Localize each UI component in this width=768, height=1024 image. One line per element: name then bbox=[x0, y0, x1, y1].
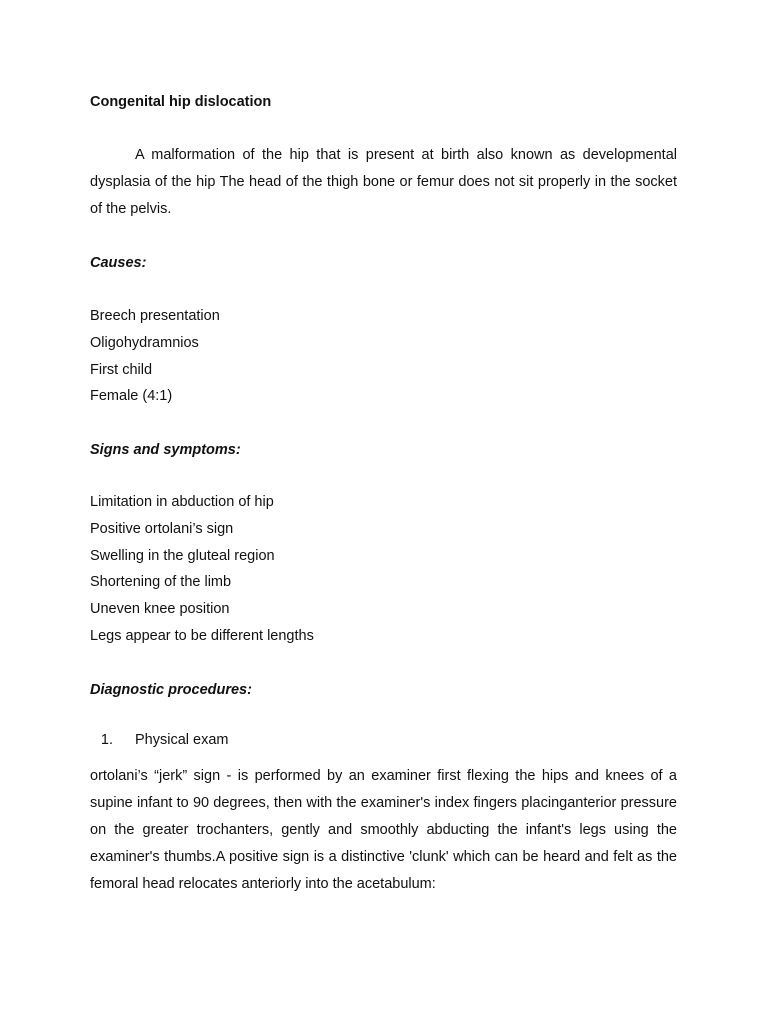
list-item: Female (4:1) bbox=[90, 388, 173, 405]
numbered-list-item bbox=[90, 732, 228, 748]
list-item: Breech presentation bbox=[90, 308, 220, 324]
list-item: Legs appear to be different lengths bbox=[90, 627, 314, 644]
diagnostics-heading: Diagnostic procedures: bbox=[90, 682, 252, 698]
signs-list bbox=[90, 489, 314, 650]
list-item: Shortening of the limb bbox=[90, 574, 232, 591]
causes-heading: Causes: bbox=[90, 255, 147, 271]
list-item: Limitation in abduction of hip bbox=[90, 494, 274, 510]
list-item: Uneven knee position bbox=[90, 601, 230, 618]
list-item: Oligohydramnios bbox=[90, 334, 199, 351]
intro-paragraph: A malformation of the hip that is present at birth also known as developmental dysplasia of the hip The head of the thigh bone or femur does not sit properly in the socket of the pelvis. bbox=[90, 147, 677, 217]
list-item: Swelling in the gluteal region bbox=[90, 547, 275, 564]
list-item: Positive ortolani’s sign bbox=[90, 520, 234, 537]
list-number: 1. bbox=[100, 732, 113, 748]
causes-list bbox=[90, 303, 220, 410]
list-item: First child bbox=[90, 361, 153, 378]
ortolani-explanation: ortolani’s “jerk” sign - is performed by an examiner first flexing the hips and knees of a supine infant to 90 degrees, then with the examiner's index fingers placinganterior pressure on the greater trochanters, gently and smoothly abducting the infant's legs using the examiner's thumbs.A positive sign is a distinctive 'clunk' which can be heard and felt as the femoral head relocates anteriorly into the acetabulum: bbox=[90, 768, 677, 892]
signs-heading: Signs and symptoms: bbox=[90, 442, 241, 458]
document-title: Congenital hip dislocation bbox=[90, 94, 272, 110]
list-item-label: Physical exam bbox=[135, 732, 229, 748]
